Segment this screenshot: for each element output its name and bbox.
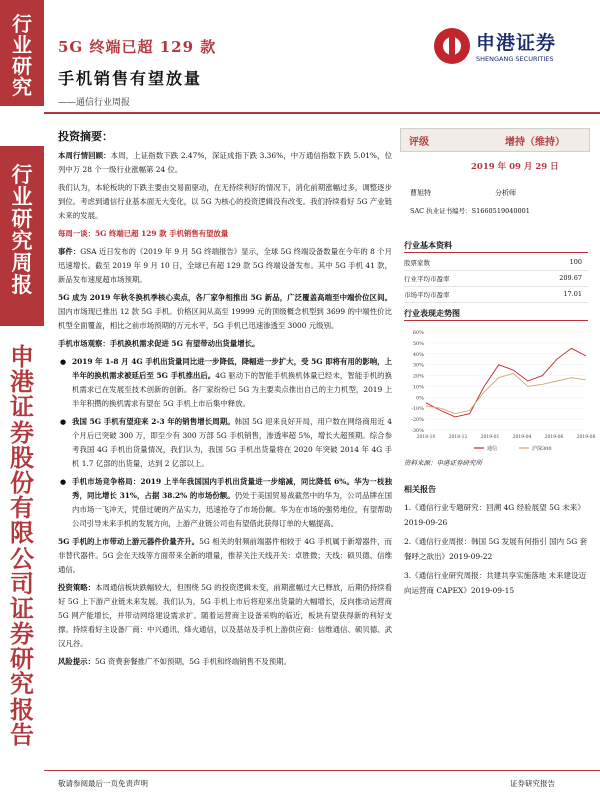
info-key: 市场平均市盈率 xyxy=(404,291,450,299)
info-row xyxy=(404,258,588,271)
body-text: GSA 近日发布的《2019 年 9 月 5G 终端报告》显示，全球 5G 终端设备数量在今年的 8 个月迅速增长。截至 2019 年 9 月 10 日，全球已有超 129 款 5G 终端设备发布。其中 5G 手机 41 款，新品发布速度超市场预期。 xyxy=(58,247,392,284)
y-tick-label: 40% xyxy=(412,351,424,358)
weekly-highlight: 每周一谈：5G 终端已超 129 款 手机销售有望放量 xyxy=(58,229,229,238)
info-value: 100 xyxy=(569,258,582,266)
footer-divider xyxy=(44,770,600,771)
sidebar-char: 份 xyxy=(10,467,34,497)
y-tick-label: -30% xyxy=(411,428,424,434)
industry-info-title: 行业基本资料 xyxy=(404,240,452,250)
bullet-item xyxy=(58,475,392,531)
sidebar-char: 行 xyxy=(11,162,33,187)
sidebar-char: 业 xyxy=(12,33,32,57)
paragraph xyxy=(58,655,392,669)
paragraph xyxy=(58,581,392,651)
chart-source: 资料来源：申港证券研究所 xyxy=(404,459,482,467)
sidebar-char: 告 xyxy=(10,719,34,749)
logo-english: SHENGANG SECURITIES xyxy=(476,55,554,63)
series-line xyxy=(426,373,586,413)
x-tick-label: 2019-08 xyxy=(576,435,596,440)
paragraph xyxy=(58,337,392,351)
sidebar-char: 研 xyxy=(12,54,32,78)
logo-mark-icon xyxy=(434,28,470,64)
body-text: 仍处于美国贸易战截然中的华为，公司品牌在国内市场一飞冲天，凭借过硬的产品实力，迅速抢夺了市场份额。华为在市场的强势地位，有望帮助公司引导未来手机的发展方向，上游产业链公司也有望借此获得订单的大幅提高。 xyxy=(72,491,392,528)
page-title: 5G 终端已超 129 款 xyxy=(58,38,217,56)
report-type: ——通信行业周报 xyxy=(58,98,131,108)
sidebar-low-text xyxy=(0,344,44,747)
body-text: 本周，上证指数下跌 2.47%，深证成指下跌 3.36%，中万通信指数下跌 5.01%，位列中万 28 个一级行业涨幅第 24 位。 xyxy=(58,151,392,174)
legend-label: 沪深300 xyxy=(532,446,552,452)
y-tick-label: 10% xyxy=(412,384,424,391)
sidebar-char: 港 xyxy=(10,367,34,397)
y-tick-label: -20% xyxy=(411,417,424,424)
related-list xyxy=(404,500,590,602)
analyst-name: 曹旭特 xyxy=(410,189,431,197)
sidebar xyxy=(0,0,44,800)
trend-chart xyxy=(404,326,596,454)
info-value: 17.01 xyxy=(563,290,582,298)
trend-title: 行业表现走势图 xyxy=(404,308,460,318)
sidebar-char: 究 xyxy=(10,669,34,699)
sidebar-char: 研 xyxy=(11,206,33,232)
summary-title: 投资摘要： xyxy=(58,130,113,143)
sidebar-top-block xyxy=(0,0,44,106)
paragraph xyxy=(58,291,392,333)
rating-label: 评级 xyxy=(409,137,429,148)
paragraph: 我们认为，本轮板块的下跌主要由交易面驱动，在无持续利好的情况下，消化前期涨幅过多，调整逐步到位。考虑到通信行业基本面无大变化，以 5G 为核心的投资逻辑没有改变。我们持续看好 5G 产业链未来的发展。 xyxy=(58,183,392,220)
related-item[interactable]: 2.《通信行业周报：韩国 5G 发展有何指引 国内 5G 套餐呼之欲出》2019-09-22 xyxy=(404,537,588,561)
sidebar-char: 公 xyxy=(10,543,34,573)
lead-text: 5G 手机的上市带动上游元器件价量齐升。 xyxy=(58,537,200,546)
paragraph xyxy=(58,149,392,177)
lead-text: 投资策略： xyxy=(58,583,96,592)
lead-text: 我国 5G 手机有望迎来 2-3 年的销售增长周期。 xyxy=(72,417,235,426)
footer-label: 证券研究报告 xyxy=(510,779,555,788)
y-tick-label: 30% xyxy=(412,362,424,369)
company-logo xyxy=(434,24,594,74)
sidebar-char: 证 xyxy=(10,593,34,623)
y-tick-label: -10% xyxy=(411,406,424,413)
legend-label: 通信 xyxy=(487,446,498,452)
section-divider xyxy=(404,320,588,321)
info-key: 股票家数 xyxy=(404,259,430,267)
section-divider xyxy=(404,252,588,253)
sidebar-mid-text xyxy=(0,164,44,296)
analyst-role: 分析师 xyxy=(495,189,516,197)
series-line xyxy=(426,348,586,417)
y-tick-label: 50% xyxy=(412,340,424,347)
analyst-sac: SAC 执业证书编号：S1660519040001 xyxy=(410,207,530,215)
header-divider xyxy=(44,112,600,114)
sidebar-char: 研 xyxy=(10,644,34,674)
sidebar-char: 申 xyxy=(10,342,34,371)
rating-value: 增持（维持） xyxy=(505,137,565,148)
sidebar-low-block xyxy=(0,340,44,800)
x-tick-label: 2018-10 xyxy=(416,435,436,440)
body-text: 韩国 5G 迎来良好开局，用户数在网络商用近 4 个月后已突破 300 万，即至少有 300 万部 5G 手机销售，渗透率超 5%，增长大超预期。综合参考我国 4G 手机出货量情况，我们认为，我国 5G 手机出货量将在 2020 年突破 2014 年 4G 手机 1.7 亿部的出货量，达到 2 亿部以上。 xyxy=(72,417,392,468)
sidebar-char: 限 xyxy=(10,518,34,548)
lead-text: 手机市场观察：手机换机需求促进 5G 有望带动出货量增长。 xyxy=(58,339,260,348)
y-tick-label: 20% xyxy=(412,373,424,380)
x-tick-label: 2018-12 xyxy=(448,435,468,440)
body-text: 4G 驱动下的智能手机换机体量已经未，智能手机的换机需求已在发展至技术创新的创新。各厂家纷纷已 5G 为主要卖点推出自己的主力机型，2019 上半年积攒的换机需求有望在 5G 手机上市后集中释放。 xyxy=(72,371,392,408)
sidebar-mid-block xyxy=(0,146,44,326)
lead-text: 2019 年 1-8 月 4G 手机出货量同比进一步降低，降幅进一步扩大，受 5G 即将有用的影响，上半年的换机需求被延后至 5G 手机推出后。 xyxy=(72,357,392,380)
sidebar-char: 股 xyxy=(10,442,34,472)
related-item[interactable]: 1.《通信行业专题研究：回溯 4G 经验展望 5G 未来》2019-09-26 xyxy=(404,503,585,527)
info-row xyxy=(404,290,588,303)
lead-text: 事件： xyxy=(58,247,81,256)
related-item[interactable]: 3.《通信行业研究周报：共建共享实施落地 未来建设迈向运营商 CAPEX》2019-09-15 xyxy=(404,571,587,595)
sidebar-char: 报 xyxy=(11,272,33,298)
sidebar-char: 有 xyxy=(10,493,34,523)
sidebar-char: 行 xyxy=(12,12,32,36)
info-row xyxy=(404,274,588,287)
x-tick-label: 2019-06 xyxy=(544,435,564,440)
body-text: 5G 资费套餐推广不如预期，5G 手机和终端销售不及预期。 xyxy=(94,657,291,666)
sidebar-char: 报 xyxy=(10,694,34,724)
x-tick-label: 2019-01 xyxy=(480,435,500,440)
sidebar-char: 券 xyxy=(10,417,34,447)
sidebar-char: 司 xyxy=(10,568,34,598)
sidebar-char: 券 xyxy=(10,619,34,649)
sidebar-char: 业 xyxy=(11,184,33,210)
sidebar-top-text xyxy=(0,14,44,98)
bullet-item xyxy=(58,415,392,471)
info-key: 行业平均市盈率 xyxy=(404,275,450,283)
sidebar-char: 究 xyxy=(11,228,33,254)
body-text: 国内市场现已推出 12 款 5G 手机。价格区间从高至 19999 元的顶级概念机型到 3699 的中端性价比机型全面覆盖，相比之前市场预期的万元水平，5G 手机已迅速渗透至 3000 元级别。 xyxy=(58,307,392,330)
sidebar-char: 究 xyxy=(12,75,32,99)
page-subtitle: 手机销售有望放量 xyxy=(58,69,203,88)
x-tick-label: 2019-04 xyxy=(512,435,532,440)
lead-text: 5G 成为 2019 年秋冬换机季核心卖点，各厂家争相推出 5G 新品，广泛覆盖高端至中端价位区间。 xyxy=(58,293,392,302)
summary-section xyxy=(58,128,392,673)
paragraph xyxy=(58,535,392,577)
sidebar-char: 证 xyxy=(10,392,34,422)
y-tick-label: 60% xyxy=(412,330,424,336)
rating-box xyxy=(400,128,590,152)
body-text: 5G 相关的射频前端器件相较于 4G 手机属于新增器件，而非替代器件。5G 会在天线等方面带来全新的增量，推荐关注天线开关：卓胜微；天线：硕贝德、信维通信。 xyxy=(58,537,392,574)
report-date: 2019 年 09 月 29 日 xyxy=(471,162,559,172)
info-value: 209.67 xyxy=(559,274,582,282)
bullet-item xyxy=(58,355,392,411)
related-title: 相关报告 xyxy=(404,484,436,494)
lead-text: 手机市场竞争格局：2019 上半年我国国内手机出货量进一步缩减，同比降低 6%。华为一枝独秀，同比增长 31%，占据 38.2% 的市场份额。 xyxy=(72,477,392,500)
y-tick-label: 0% xyxy=(416,395,424,402)
logo-name: 申港证券 xyxy=(476,32,557,54)
disclaimer-note: 敬请参阅最后一页免责声明 xyxy=(58,779,148,788)
lead-text: 本周行情回顾： xyxy=(58,151,111,160)
lead-text: 风险提示： xyxy=(58,657,95,666)
body-text: 本周通信板块跌幅较大，但围绕 5G 的投资逻辑未变，前期涨幅过大已释放，后期仍持续看好 5G 上下游产业链未来发展。我们认为，5G 手机上市后将迎来出货量的大幅增长，反向推动运营商 5G 网产能增长，并带动网络建设需求扩。随着运营商主设备采购的临近，板块有望获得新的利好支撑。持续看好主设备厂商：中兴通讯、烽火通信，以及基站及手机上游供应商：信维通信、硕贝德、武汉凡谷。 xyxy=(58,583,392,648)
sidebar-char: 周 xyxy=(11,250,33,276)
paragraph xyxy=(58,245,392,287)
